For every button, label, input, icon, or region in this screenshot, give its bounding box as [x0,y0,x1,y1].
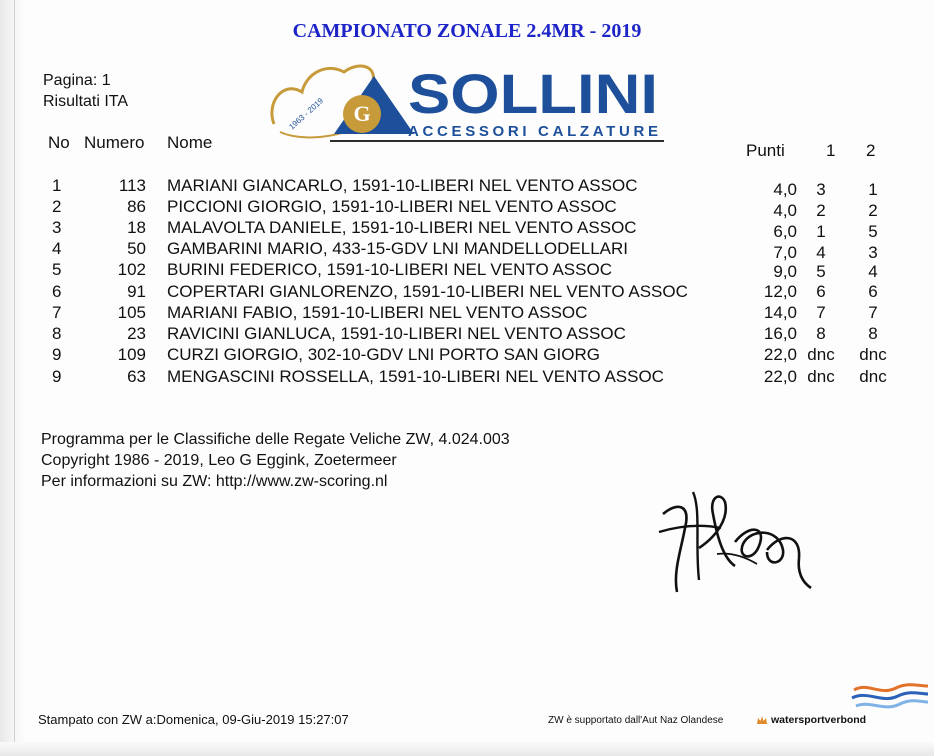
row-points: 22,0 [763,367,797,386]
logo-tagline: ACCESSORI CALZATURE [408,123,658,140]
waves-logo-icon [850,678,930,712]
crown-icon [756,714,768,726]
scan-bottom-band [0,742,934,756]
sollini-logo [262,52,672,144]
info-line: Per informazioni su ZW: http://www.zw-scoring.nl [41,473,388,490]
printed-timestamp: Stampato con ZW a:Domenica, 09-Giu-2019 15:27:07 [38,712,349,727]
row-race-2: 2 [868,201,878,220]
row-sail-number: 23 [127,324,146,343]
row-name: COPERTARI GIANLORENZO, 1591-10-LIBERI NEL VENTO ASSOC [167,282,688,301]
logo-brand-name: SOLLINI [408,62,658,125]
row-name: MALAVOLTA DANIELE, 1591-10-LIBERI NEL VENTO ASSOC [167,218,637,237]
row-position: 3 [52,218,62,237]
row-name: GAMBARINI MARIO, 433-15-GDV LNI MANDELLODELLARI [167,239,629,258]
row-position: 9 [52,367,62,386]
row-points: 7,0 [773,243,797,262]
row-race-2: 7 [868,303,878,322]
row-race-1: 3 [816,180,826,199]
row-race-2: dnc [859,367,887,386]
table-row [0,197,934,219]
table-row [0,176,934,198]
column-header-name: Nome [167,133,213,152]
page-number: Pagina: 1 [43,72,111,89]
row-position: 2 [52,197,62,216]
row-sail-number: 102 [117,260,146,279]
row-name: BURINI FEDERICO, 1591-10-LIBERI NEL VENTO ASSOC [167,260,612,279]
row-race-2: dnc [859,345,887,364]
row-position: 4 [52,239,62,258]
row-sail-number: 91 [127,282,146,301]
column-header-points: Punti [746,141,785,160]
row-race-1: 1 [816,222,826,241]
row-points: 6,0 [773,222,797,241]
table-row [0,367,934,389]
results-label: Risultati ITA [43,93,129,110]
row-points: 12,0 [763,282,797,301]
row-position: 1 [52,176,62,195]
program-credit: Programma per le Classifiche delle Regate Veliche ZW, 4.024.003 [41,431,510,448]
row-race-2: 6 [868,282,878,301]
row-position: 9 [52,345,62,364]
row-sail-number: 113 [118,176,146,195]
row-race-1: dnc [807,345,835,364]
row-position: 5 [52,260,62,279]
logo-underline [330,140,664,142]
table-row [0,303,934,325]
copyright-line: Copyright 1986 - 2019, Leo G Eggink, Zoetermeer [41,452,397,469]
row-points: 9,0 [773,262,797,281]
row-name: RAVICINI GIANLUCA, 1591-10-LIBERI NEL VENTO ASSOC [167,324,626,343]
row-position: 7 [52,303,62,322]
column-header-no: No [48,133,70,152]
signature [655,488,815,596]
row-points: 4,0 [773,180,797,199]
row-race-1: 5 [816,262,826,281]
table-row [0,260,934,282]
row-race-1: 4 [816,243,826,262]
row-points: 16,0 [763,324,797,343]
brand-watersportverbond: watersportverbond [771,714,867,726]
row-name: PICCIONI GIORGIO, 1591-10-LIBERI NEL VENTO ASSOC [167,197,617,216]
table-row [0,282,934,304]
column-header-number: Numero [84,133,145,152]
row-race-1: 2 [816,201,826,220]
row-sail-number: 109 [117,345,146,364]
row-race-2: 3 [868,243,878,262]
column-header-race-1: 1 [826,141,836,160]
row-points: 14,0 [763,303,797,322]
table-row [0,345,934,367]
row-race-1: 8 [816,324,826,343]
support-note: ZW è supportato dall'Aut Naz Olandese [548,715,724,726]
row-sail-number: 86 [127,197,146,216]
row-sail-number: 50 [127,239,146,258]
row-sail-number: 105 [117,303,146,322]
row-race-1: 7 [816,303,826,322]
table-row [0,239,934,261]
row-name: MENGASCINI ROSSELLA, 1591-10-LIBERI NEL VENTO ASSOC [167,367,664,386]
row-race-1: dnc [807,367,835,386]
row-race-1: 6 [816,282,826,301]
row-race-2: 5 [868,222,878,241]
row-name: MARIANI GIANCARLO, 1591-10-LIBERI NEL VENTO ASSOC [167,176,638,195]
page-title: CAMPIONATO ZONALE 2.4MR - 2019 [292,20,642,42]
column-header-race-2: 2 [866,141,876,160]
row-name: MARIANI FABIO, 1591-10-LIBERI NEL VENTO ASSOC [167,303,588,322]
row-sail-number: 18 [127,218,146,237]
row-points: 22,0 [763,345,797,364]
row-name: CURZI GIORGIO, 302-10-GDV LNI PORTO SAN GIORG [167,345,600,364]
table-row [0,218,934,240]
row-sail-number: 63 [127,367,146,386]
table-row [0,324,934,346]
row-position: 8 [52,324,62,343]
row-race-2: 8 [868,324,878,343]
row-points: 4,0 [773,201,797,220]
row-race-2: 1 [868,180,878,199]
logo-emblem-text: 1963 - 2019 [287,96,326,132]
row-position: 6 [52,282,62,301]
logo-g-letter-icon: G [353,101,371,126]
row-race-2: 4 [868,262,878,281]
